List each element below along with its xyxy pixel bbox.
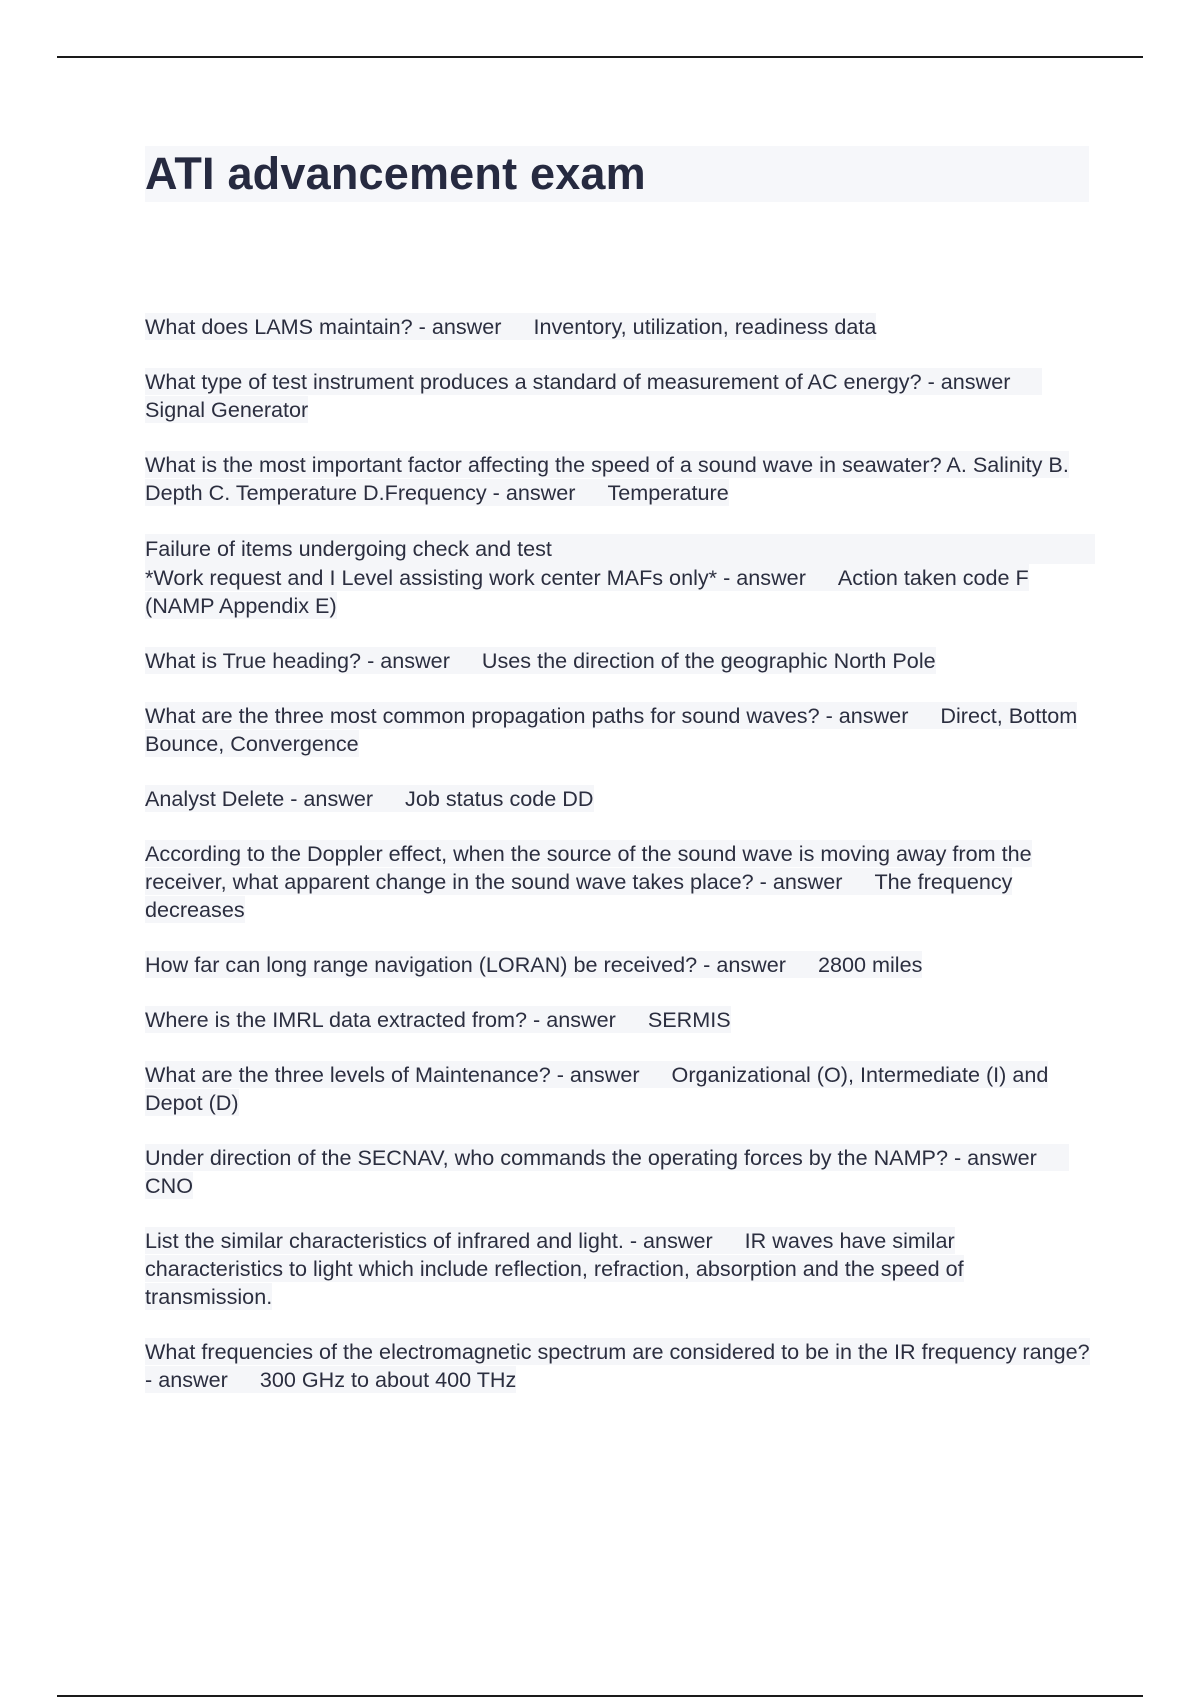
answer-marker: - answer: [145, 1367, 228, 1392]
question-text: According to the Doppler effect, when the source of the sound wave is moving away from the receiver, what apparent change in the sound wave takes place?: [145, 841, 1032, 894]
answer-text: SERMIS: [647, 1007, 731, 1032]
question-text: How far can long range navigation (LORAN) be received?: [145, 952, 698, 977]
answer-marker: - answer: [927, 369, 1011, 394]
answer-text: Inventory, utilization, readiness data: [533, 314, 877, 339]
top-rule: [57, 56, 1143, 58]
answer-text: IR waves have similar characteristics to light which include reflection, refraction, absorption and the speed of transmission.: [145, 1228, 964, 1309]
qa-item: [145, 951, 1095, 979]
qa-item: [145, 313, 1095, 341]
answer-text: 300 GHz to about 400 THz: [259, 1367, 517, 1392]
answer-marker: - answer: [953, 1145, 1037, 1170]
answer-marker: - answer: [723, 565, 806, 590]
qa-item: [145, 840, 1095, 924]
answer-marker: - answer: [492, 480, 576, 505]
answer-text: CNO: [145, 1173, 193, 1198]
question-text: What type of test instrument produces a standard of measurement of AC energy?: [145, 369, 922, 394]
qa-item: [145, 451, 1095, 507]
question-heading: Failure of items undergoing check and test: [145, 534, 1095, 564]
qa-item: [145, 647, 1095, 675]
question-text: List the similar characteristics of infrared and light.: [145, 1228, 624, 1253]
question-text: Where is the IMRL data extracted from?: [145, 1007, 528, 1032]
title-block: [145, 146, 1089, 202]
question-text: Analyst Delete: [145, 786, 285, 811]
answer-text: The frequency decreases: [145, 869, 1013, 922]
answer-text: Job status code DD: [405, 786, 594, 811]
qa-item: [145, 1338, 1095, 1394]
document-title: ATI advancement exam: [145, 148, 646, 199]
answer-text: Action taken code F (NAMP Appendix E): [145, 565, 1029, 618]
qa-item: [145, 1006, 1095, 1034]
question-text: What is the most important factor affecting the speed of a sound wave in seawater? A. Salinity B. Depth C. Temperature D.Frequency: [145, 452, 1069, 505]
answer-text: Uses the direction of the geographic North Pole: [481, 648, 936, 673]
qa-item: [145, 1144, 1095, 1200]
question-text: *Work request and I Level assisting work center MAFs only*: [145, 565, 718, 590]
question-text: What does LAMS maintain?: [145, 314, 413, 339]
answer-marker: - answer: [418, 314, 502, 339]
answer-text: Signal Generator: [145, 397, 309, 422]
qa-item: [145, 534, 1095, 620]
question-text: What frequencies of the electromagnetic spectrum are considered to be in the IR frequency range?: [145, 1339, 1090, 1364]
qa-item: [145, 1227, 1095, 1311]
question-text: What is True heading?: [145, 648, 362, 673]
question-text: What are the three levels of Maintenance?: [145, 1062, 551, 1087]
qa-item: [145, 1061, 1095, 1117]
answer-text: Temperature: [607, 480, 729, 505]
answer-marker: - answer: [703, 952, 786, 977]
answer-text: Organizational (O), Intermediate (I) and Depot (D): [145, 1062, 1049, 1115]
qa-item: [145, 785, 1095, 813]
answer-marker: - answer: [290, 786, 374, 811]
qa-list: [145, 313, 1095, 1421]
answer-text: 2800 miles: [817, 952, 923, 977]
answer-marker: - answer: [533, 1007, 616, 1032]
answer-marker: - answer: [367, 648, 450, 673]
answer-marker: - answer: [759, 869, 843, 894]
answer-marker: - answer: [556, 1062, 640, 1087]
qa-item: [145, 702, 1095, 758]
question-text: What are the three most common propagation paths for sound waves?: [145, 703, 820, 728]
question-text: Under direction of the SECNAV, who commands the operating forces by the NAMP?: [145, 1145, 948, 1170]
answer-text: Direct, Bottom Bounce, Convergence: [145, 703, 1078, 756]
bottom-rule: [57, 1695, 1143, 1697]
answer-marker: - answer: [629, 1228, 713, 1253]
qa-item: [145, 368, 1095, 424]
answer-marker: - answer: [825, 703, 909, 728]
